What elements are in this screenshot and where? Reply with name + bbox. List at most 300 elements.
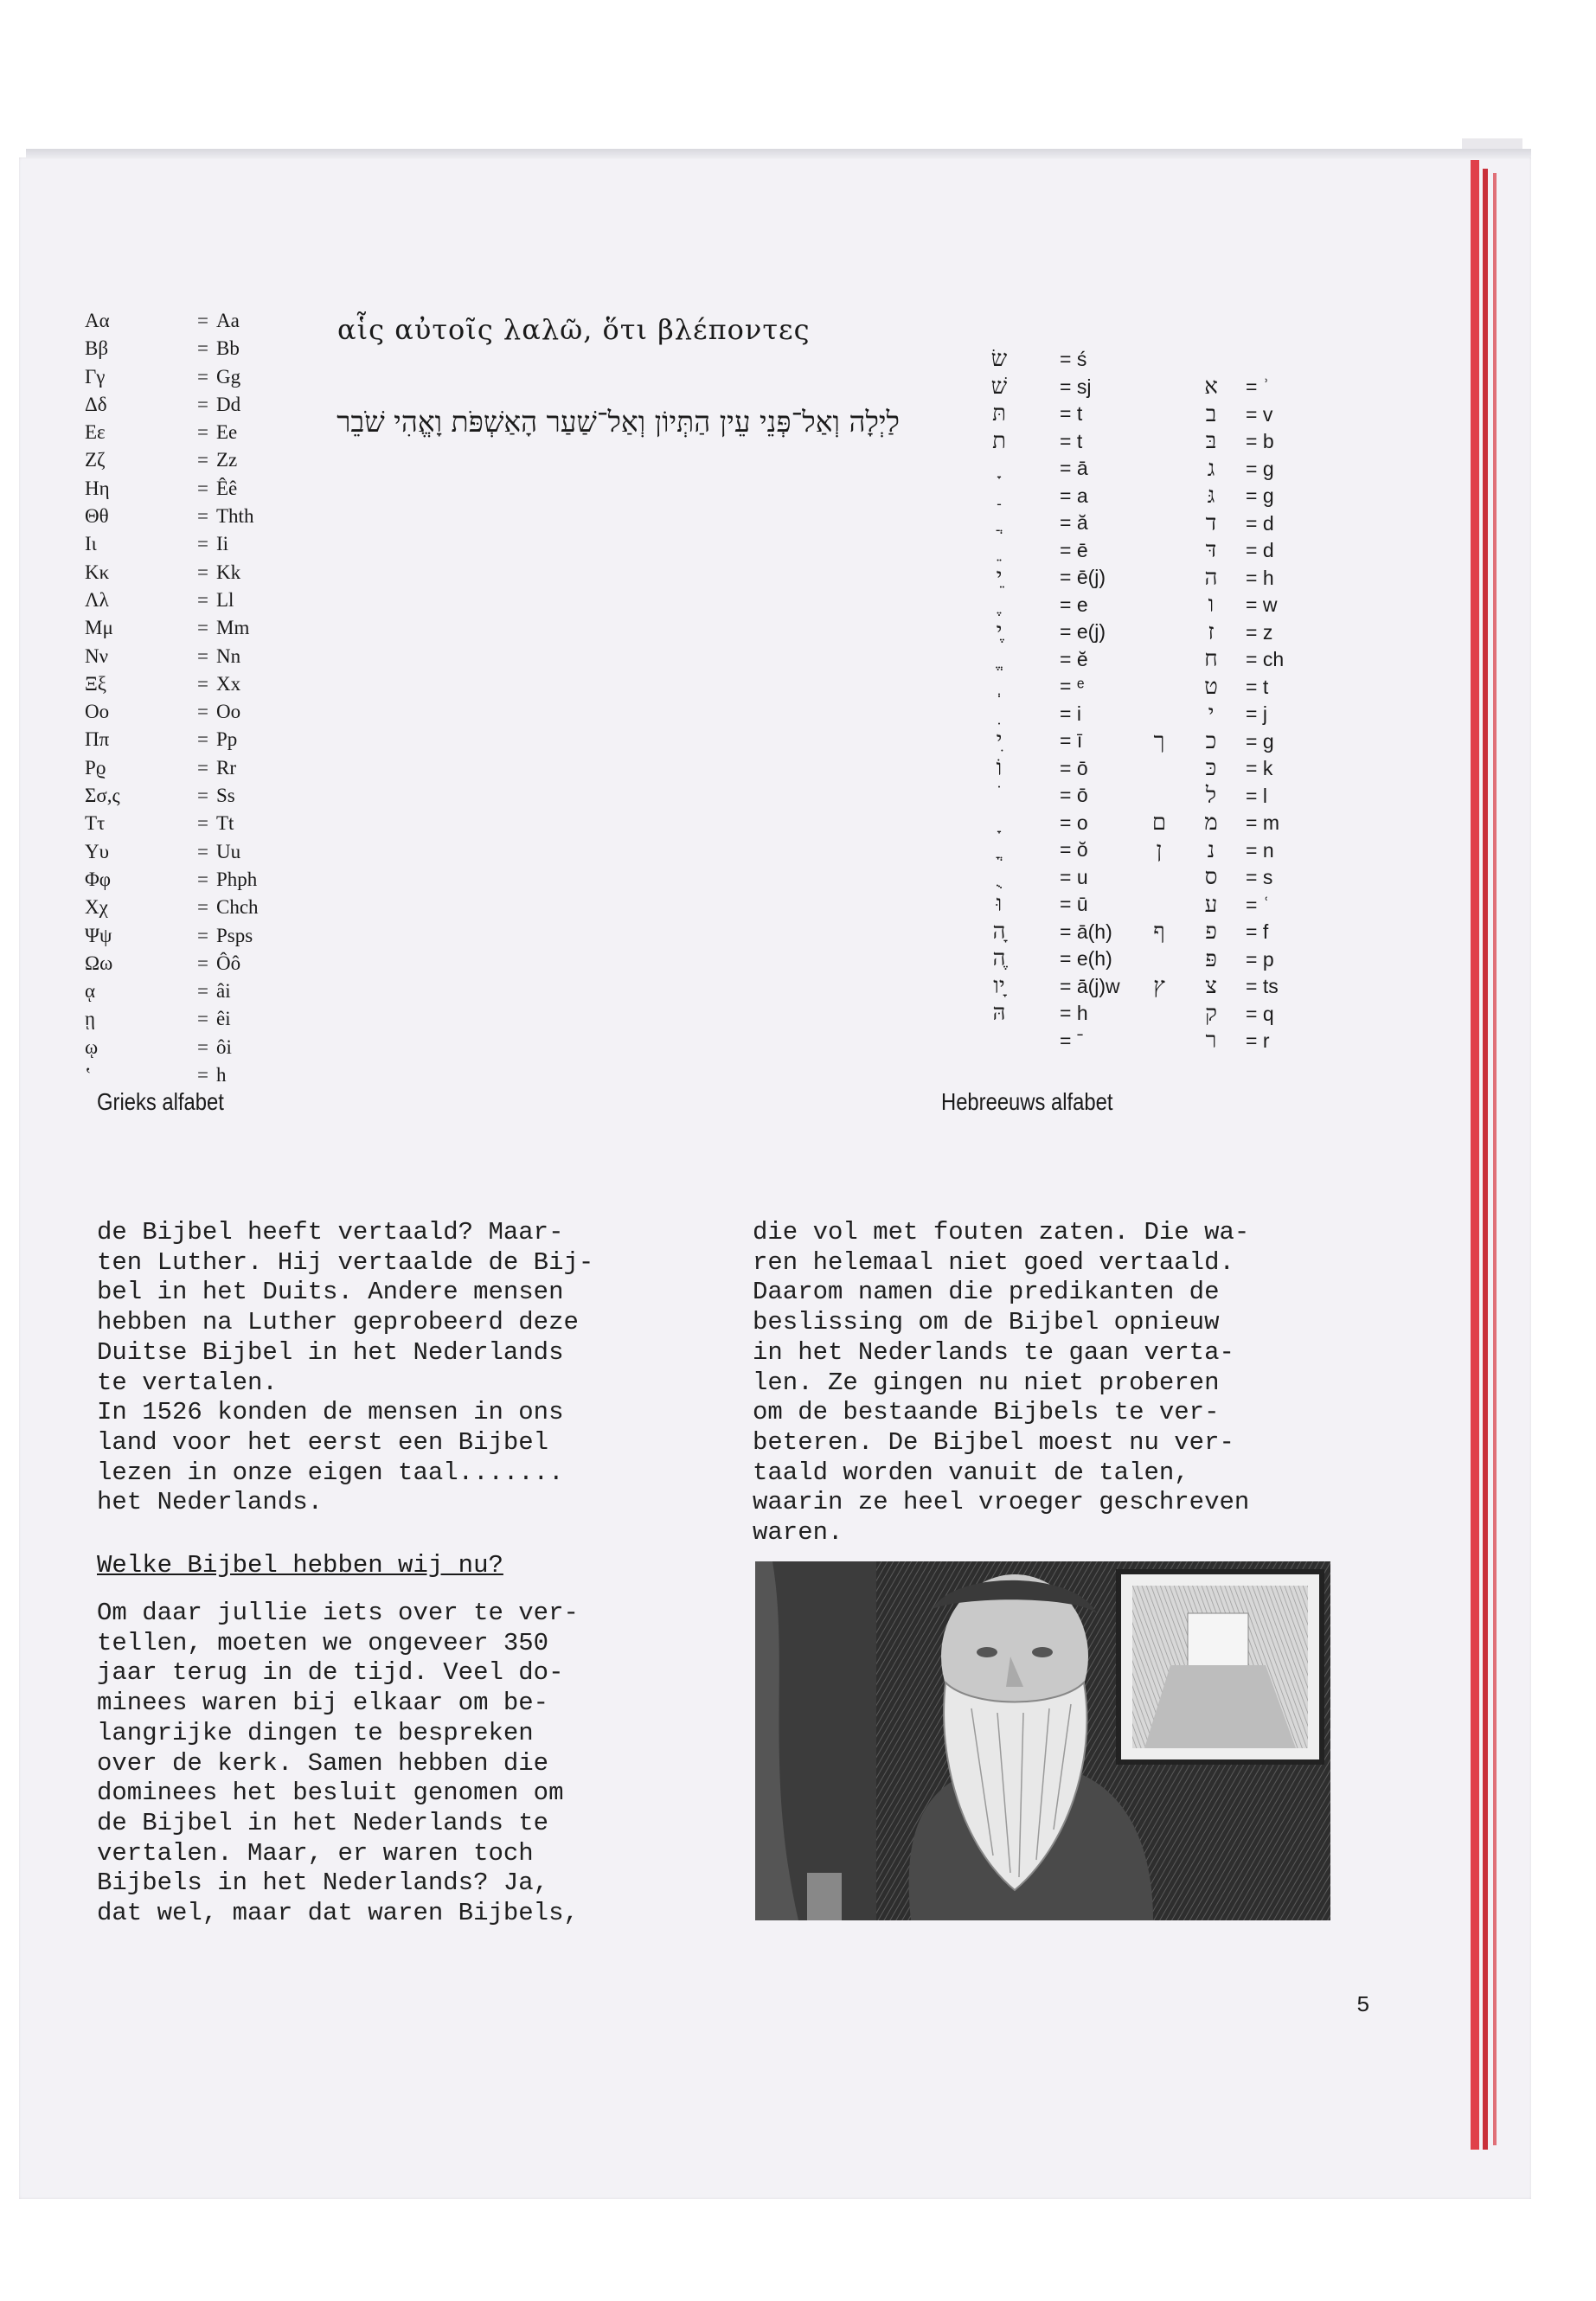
transliteration-value: m <box>1262 811 1279 834</box>
transliteration: = sj <box>1060 375 1092 398</box>
transliteration: = ē <box>1060 538 1088 561</box>
hebrew-vowel-row <box>939 483 1155 510</box>
hebrew-vowel-row <box>939 701 1155 728</box>
page-number: 5 <box>1356 1992 1370 2018</box>
equals-sign: = <box>197 310 208 331</box>
hebrew-letter: דּ <box>1205 537 1217 563</box>
transliteration-value: f <box>1262 920 1269 943</box>
hebrew-letter: נ <box>1207 836 1215 863</box>
greek-letter: Ιι <box>85 533 97 555</box>
greek-alphabet-row <box>85 1005 320 1033</box>
transliteration-value: k <box>1262 757 1273 779</box>
greek-alphabet-row <box>85 782 320 810</box>
transliteration-value: o <box>1076 811 1088 834</box>
transliteration: = h <box>1060 1002 1088 1024</box>
hebrew-letter: ו <box>1208 592 1215 618</box>
latin-equivalent: ôi <box>216 1035 232 1058</box>
hebrew-consonant-row <box>1142 892 1332 920</box>
transliteration: = t <box>1246 675 1269 698</box>
hebrew-vowel-row <box>939 401 1155 428</box>
hebrew-vowel-row <box>939 455 1155 483</box>
transliteration-value: ū <box>1076 893 1088 915</box>
greek-letter: Δδ <box>85 393 107 415</box>
greek-alphabet-row <box>85 335 320 362</box>
latin-equivalent: Psps <box>216 924 253 946</box>
greek-alphabet-row <box>85 530 320 558</box>
hebrew-consonant-row <box>1142 1028 1332 1055</box>
transliteration-value: d <box>1262 539 1274 561</box>
equals-sign: = <box>197 588 208 611</box>
hebrew-sign: ֶי <box>996 619 1003 644</box>
latin-equivalent: Aa <box>216 310 240 331</box>
greek-letter: Οο <box>85 701 110 723</box>
latin-equivalent: Ll <box>216 588 234 611</box>
hebrew-vowel-row <box>939 374 1155 401</box>
transliteration-value: n <box>1262 838 1274 862</box>
hebrew-vowel-row <box>939 619 1155 646</box>
greek-alphabet-row <box>85 866 320 894</box>
hebrew-letter: ס <box>1204 864 1218 890</box>
greek-alphabet-row <box>85 754 320 782</box>
greek-alphabet-row <box>85 670 320 698</box>
greek-letter: Εε <box>85 421 106 444</box>
hebrew-consonant-row <box>1142 510 1332 538</box>
hebrew-consonant-row <box>1142 973 1332 1001</box>
hebrew-final-form: ך <box>1153 727 1165 754</box>
hebrew-consonant-row <box>1142 701 1332 728</box>
latin-equivalent: âi <box>216 980 231 1003</box>
transliteration: = m <box>1246 811 1279 834</box>
transliteration: = n <box>1246 838 1274 862</box>
hebrew-sign <box>939 592 1060 619</box>
red-page-edge <box>1483 169 1488 2150</box>
latin-equivalent: Pp <box>216 728 238 751</box>
transliteration-value: ă <box>1076 511 1088 534</box>
greek-letter: Θθ <box>85 505 109 528</box>
transliteration-value: ĕ <box>1076 647 1088 670</box>
equals-sign: = <box>197 785 208 807</box>
transliteration-value: e(h) <box>1076 947 1112 970</box>
transliteration-value: p <box>1262 947 1274 971</box>
equals-sign: = <box>197 896 208 919</box>
transliteration: = g <box>1246 457 1274 480</box>
greek-letter: Νν <box>85 644 109 667</box>
hebrew-sign <box>939 782 1060 810</box>
transliteration: = r <box>1246 1029 1270 1052</box>
red-page-edge <box>1471 160 1479 2150</box>
greek-alphabet-row <box>85 977 320 1005</box>
latin-equivalent: Gg <box>216 365 241 388</box>
greek-alphabet-row <box>85 391 320 419</box>
transliteration-value: ā(h) <box>1076 920 1112 943</box>
hebrew-letter: י <box>1208 701 1215 727</box>
hebrew-letter: ר <box>1205 1028 1217 1054</box>
greek-verse: αἷς αὐτοῖς λαλῶ, ὅτι βλέποντες <box>337 313 811 346</box>
transliteration-value: a <box>1076 484 1088 507</box>
hebrew-sign <box>939 537 1060 565</box>
hebrew-sign <box>939 810 1060 837</box>
transliteration-value: ō <box>1076 756 1088 779</box>
hebrew-sign: שׁ <box>990 373 1008 400</box>
greek-alphabet-row <box>85 1061 320 1089</box>
transliteration: = e <box>1060 593 1088 616</box>
section-heading: Welke Bijbel hebben wij nu? <box>97 1551 503 1580</box>
greek-letter: Υυ <box>85 840 109 862</box>
hebrew-consonant-row <box>1142 456 1332 484</box>
transliteration: = ŏ <box>1060 838 1088 861</box>
equals-sign: = <box>197 980 208 1003</box>
greek-letter: Γγ <box>85 365 106 388</box>
transliteration-value: ā <box>1076 457 1088 479</box>
hebrew-letter: ג <box>1207 455 1215 482</box>
transliteration: = ō <box>1060 756 1088 779</box>
greek-letter: Κκ <box>85 561 110 583</box>
transliteration: = d <box>1246 539 1274 561</box>
transliteration-value: h <box>1262 566 1274 589</box>
hebrew-sign: ֶה <box>992 945 1006 971</box>
hebrew-letter: ק <box>1205 1000 1217 1027</box>
greek-letter: Λλ <box>85 588 109 611</box>
hebrew-vowel-table <box>939 346 1155 1054</box>
hebrew-consonant-row <box>1142 646 1332 674</box>
transliteration: = ā <box>1060 457 1088 479</box>
hebrew-sign <box>939 483 1060 510</box>
transliteration: = j <box>1246 702 1267 725</box>
transliteration-value: ē <box>1076 538 1088 561</box>
greek-alphabet-row <box>85 363 320 391</box>
greek-alphabet-row <box>85 559 320 586</box>
transliteration: = k <box>1246 757 1273 779</box>
hebrew-consonant-row <box>1142 401 1332 429</box>
greek-letter: Ωω <box>85 952 113 974</box>
greek-alphabet-caption: Grieks alfabet <box>97 1088 224 1115</box>
greek-alphabet-row <box>85 726 320 753</box>
transliteration: = a <box>1060 484 1088 507</box>
transliteration: = t <box>1060 429 1083 452</box>
equals-sign: = <box>197 617 208 639</box>
hebrew-sign: תּ <box>992 401 1006 426</box>
greek-letter: Ββ <box>85 337 109 360</box>
equals-sign: = <box>197 672 208 695</box>
latin-equivalent: Zz <box>216 449 238 471</box>
hebrew-consonant-row <box>1142 919 1332 946</box>
hebrew-consonant-row <box>1142 864 1332 892</box>
transliteration: = g <box>1246 484 1274 507</box>
equals-sign: = <box>197 421 208 444</box>
transliteration-value: ʿ <box>1262 893 1270 916</box>
transliteration: = ō <box>1060 784 1088 806</box>
transliteration-value: g <box>1262 457 1274 480</box>
greek-alphabet-row <box>85 446 320 474</box>
equals-sign: = <box>197 1035 208 1058</box>
equals-sign: = <box>197 644 208 667</box>
portrait-engraving-drawing <box>755 1561 1330 1920</box>
transliteration-value: d <box>1262 511 1274 535</box>
transliteration-value: e(j) <box>1076 620 1106 643</box>
hebrew-alphabet-caption: Hebreeuws alfabet <box>941 1088 1113 1115</box>
hebrew-letter: ב <box>1205 401 1217 427</box>
latin-equivalent: Tt <box>216 812 234 835</box>
equals-sign: = <box>197 868 208 890</box>
hebrew-letter: גּ <box>1207 483 1215 509</box>
transliteration-value: s <box>1262 866 1273 888</box>
transliteration-value: e <box>1076 593 1088 616</box>
greek-alphabet-row <box>85 810 320 837</box>
hebrew-letter: כּ <box>1205 755 1217 781</box>
equals-sign: = <box>197 952 208 974</box>
equals-sign: = <box>197 505 208 528</box>
hebrew-consonant-row <box>1142 537 1332 565</box>
greek-alphabet-row <box>85 586 320 614</box>
transliteration-value: ʾ <box>1262 375 1270 398</box>
latin-equivalent: Nn <box>216 644 241 667</box>
hebrew-letter: כ <box>1205 727 1217 754</box>
hebrew-vowel-row <box>939 564 1155 592</box>
hebrew-vowel-row <box>939 810 1155 837</box>
greek-alphabet-row <box>85 475 320 503</box>
hebrew-letter: א <box>1204 374 1218 400</box>
hebrew-vowel-row <box>939 919 1155 946</box>
hebrew-consonant-row <box>1142 1001 1332 1029</box>
greek-letter: Ππ <box>85 728 110 751</box>
transliteration-value: r <box>1262 1029 1270 1052</box>
hebrew-final-form: ם <box>1151 810 1167 836</box>
transliteration-value: ᵉ <box>1076 675 1085 697</box>
transliteration-value: w <box>1262 593 1278 616</box>
greek-alphabet-row <box>85 307 320 335</box>
transliteration-value: l <box>1262 784 1267 807</box>
hebrew-letter: ל <box>1205 782 1217 809</box>
hebrew-consonant-row <box>1142 810 1332 837</box>
hebrew-final-form: ץ <box>1153 973 1165 999</box>
transliteration: = z <box>1246 620 1273 644</box>
transliteration: = l <box>1246 784 1267 807</box>
hebrew-letter: מ <box>1204 810 1218 836</box>
equals-sign: = <box>197 1008 208 1030</box>
transliteration-value: t <box>1076 402 1083 425</box>
hebrew-sign <box>939 673 1060 701</box>
greek-alphabet-row <box>85 894 320 921</box>
transliteration: = u <box>1060 865 1088 888</box>
hebrew-consonant-row <box>1142 483 1332 510</box>
greek-letter: Ηη <box>85 477 110 499</box>
hebrew-sign: ִי <box>996 727 1003 753</box>
body-text-column-2: die vol met fouten zaten. Die wa- ren helemaal niet goed vertaald. Daarom namen die predikanten de beslissing om de Bijbel opnieuw in het Nederlands te gaan verta- len. Ze gingen nu niet proberen om de bestaande Bijbels te ver- beteren. De Bijbel moest nu ver- taald worden vanuit de talen, waarin ze heel vroeger geschreven waren. <box>753 1218 1250 1548</box>
transliteration-value: ˉ <box>1076 1029 1084 1052</box>
transliteration: = q <box>1246 1002 1274 1025</box>
equals-sign: = <box>197 840 208 862</box>
greek-alphabet-row <box>85 503 320 530</box>
transliteration: = b <box>1246 430 1274 452</box>
transliteration: = d <box>1246 511 1274 535</box>
hebrew-final-form: ן <box>1156 836 1163 863</box>
transliteration: = ch <box>1246 648 1285 670</box>
transliteration: = ē(j) <box>1060 566 1106 588</box>
latin-equivalent: Mm <box>216 617 250 639</box>
latin-equivalent: Ee <box>216 421 238 444</box>
transliteration: = w <box>1246 593 1278 616</box>
equals-sign: = <box>197 728 208 751</box>
transliteration-value: ō <box>1076 784 1088 806</box>
transliteration-value: t <box>1076 429 1083 452</box>
transliteration: = i <box>1060 702 1081 725</box>
greek-letter: ʽ <box>85 1064 92 1086</box>
hebrew-vowel-row <box>939 346 1155 374</box>
latin-equivalent: Ii <box>216 533 229 555</box>
transliteration: = ă <box>1060 511 1088 534</box>
hebrew-sign: ָיו <box>993 972 1005 999</box>
greek-alphabet-row <box>85 838 320 866</box>
latin-equivalent: Thth <box>216 505 254 528</box>
transliteration: = ā(h) <box>1060 920 1112 943</box>
hebrew-consonant-row <box>1142 592 1332 619</box>
body-text-column-1-continued: Om daar jullie iets over te ver- tellen, moeten we ongeveer 350 jaar terug in de tijd. Veel do- minees waren bij elkaar om be- langrijke dingen te bespreken over de kerk. Samen hebben die dominees het besluit genomen om de Bijbel in het Nederlands te vertalen. Maar, er waren toch Bijbels in het Nederlands? Ja, dat wel, maar dat waren Bijbels, <box>97 1599 579 1928</box>
greek-letter: ῃ <box>85 1008 96 1030</box>
hebrew-consonant-row <box>1142 619 1332 647</box>
transliteration-value: z <box>1262 620 1273 644</box>
transliteration: = e(h) <box>1060 947 1112 970</box>
hebrew-sign: שׂ <box>990 346 1008 372</box>
hebrew-letter: פּ <box>1205 945 1217 972</box>
transliteration-value: u <box>1076 865 1088 888</box>
latin-equivalent: h <box>216 1064 227 1086</box>
greek-letter: Μμ <box>85 617 113 639</box>
hebrew-sign: וֹ <box>996 754 1003 781</box>
equals-sign: = <box>197 561 208 583</box>
transliteration-value: ś <box>1076 348 1087 370</box>
hebrew-letter: ח <box>1204 646 1218 672</box>
hebrew-vowel-row <box>939 973 1155 1001</box>
transliteration: = ˉ <box>1060 1029 1084 1052</box>
hebrew-vowel-row <box>939 727 1155 755</box>
transliteration: = p <box>1246 947 1274 971</box>
transliteration: = ʿ <box>1246 893 1270 916</box>
greek-letter: Φφ <box>85 868 112 890</box>
latin-equivalent: Êê <box>216 477 238 499</box>
greek-alphabet-row <box>85 614 320 642</box>
latin-equivalent: Dd <box>216 393 241 415</box>
equals-sign: = <box>197 533 208 555</box>
hebrew-sign <box>939 836 1060 864</box>
hebrew-letter: ע <box>1204 891 1218 918</box>
hebrew-letter: בּ <box>1205 428 1217 454</box>
hebrew-vowel-row <box>939 673 1155 701</box>
hebrew-vowel-row <box>939 592 1155 619</box>
equals-sign: = <box>197 701 208 723</box>
equals-sign: = <box>197 393 208 415</box>
equals-sign: = <box>197 1064 208 1086</box>
greek-letter: Ψψ <box>85 924 112 946</box>
latin-equivalent: Bb <box>216 337 240 360</box>
greek-alphabet-row <box>85 950 320 977</box>
transliteration-value: ā(j)w <box>1076 974 1120 997</box>
transliteration: = s <box>1246 866 1273 888</box>
transliteration-value: g <box>1262 484 1274 507</box>
equals-sign: = <box>197 924 208 946</box>
hebrew-sign <box>939 646 1060 674</box>
hebrew-vowel-row <box>939 782 1155 810</box>
greek-alphabet-row <box>85 1034 320 1061</box>
hebrew-letter: ה <box>1204 564 1218 591</box>
transliteration: = f <box>1246 920 1269 943</box>
hebrew-vowel-row <box>939 836 1155 864</box>
transliteration: = ĕ <box>1060 647 1088 670</box>
hebrew-vowel-row <box>939 646 1155 674</box>
transliteration: = h <box>1246 566 1274 589</box>
hebrew-consonant-row <box>1142 428 1332 456</box>
greek-alphabet-row <box>85 698 320 726</box>
portrait-engraving <box>755 1561 1330 1920</box>
transliteration-value: i <box>1076 702 1081 725</box>
greek-letter: Ξξ <box>85 672 107 695</box>
greek-letter: Ζζ <box>85 449 106 471</box>
latin-equivalent: Ss <box>216 785 235 807</box>
transliteration: = ᵉ <box>1060 675 1085 697</box>
transliteration-value: sj <box>1076 375 1092 398</box>
hebrew-consonant-row <box>1142 946 1332 974</box>
transliteration: = ū <box>1060 893 1088 915</box>
hebrew-vowel-row <box>939 945 1155 973</box>
equals-sign: = <box>197 756 208 779</box>
transliteration-value: q <box>1262 1002 1274 1025</box>
hebrew-consonant-table <box>1142 374 1332 1055</box>
transliteration-value: ī <box>1076 729 1083 752</box>
transliteration: = v <box>1246 402 1273 426</box>
scan-margin-top <box>0 0 1596 91</box>
hebrew-verse: לַיְלָה וְאַל־פְּנֵי עֵין הַתְּיוֹן וְאַל־שַׁעַר הָאַשְׁפֹּת וָאֱהִי שֹׁבֵר <box>337 405 900 439</box>
scan-margin-bottom <box>0 2202 1596 2301</box>
equals-sign: = <box>197 812 208 835</box>
latin-equivalent: Chch <box>216 896 259 919</box>
transliteration-value: g <box>1262 729 1274 753</box>
hebrew-sign <box>939 510 1060 537</box>
hebrew-vowel-row <box>939 891 1155 919</box>
hebrew-vowel-row <box>939 537 1155 565</box>
transliteration-value: ē(j) <box>1076 566 1106 588</box>
greek-letter: Σσ,ς <box>85 785 120 807</box>
hebrew-vowel-row <box>939 1000 1155 1028</box>
equals-sign: = <box>197 365 208 388</box>
transliteration-value: ŏ <box>1076 838 1088 861</box>
transliteration: = e(j) <box>1060 620 1106 643</box>
hebrew-sign: ָה <box>992 918 1006 945</box>
equals-sign: = <box>197 449 208 471</box>
hebrew-sign <box>939 701 1060 728</box>
greek-alphabet-row <box>85 922 320 950</box>
transliteration: = g <box>1246 729 1274 753</box>
hebrew-letter: ט <box>1204 673 1218 700</box>
hebrew-consonant-row <box>1142 728 1332 756</box>
transliteration-value: b <box>1262 430 1274 452</box>
transliteration-value: ch <box>1262 648 1285 670</box>
latin-equivalent: Uu <box>216 840 241 862</box>
greek-letter: Αα <box>85 310 110 331</box>
hebrew-vowel-row <box>939 864 1155 892</box>
transliteration: = o <box>1060 811 1088 834</box>
hebrew-sign: וּ <box>996 891 1003 917</box>
greek-alphabet-row <box>85 419 320 446</box>
transliteration-value: t <box>1262 675 1269 698</box>
transliteration-value: v <box>1262 402 1273 426</box>
transliteration-value: ts <box>1262 975 1279 997</box>
latin-equivalent: Kk <box>216 561 241 583</box>
hebrew-vowel-row <box>939 428 1155 456</box>
hebrew-letter: פ <box>1205 919 1217 945</box>
transliteration: = ś <box>1060 348 1087 370</box>
hebrew-sign: ֵי <box>996 564 1003 590</box>
transliteration: = ʾ <box>1246 375 1270 398</box>
transliteration-value: j <box>1262 702 1267 725</box>
